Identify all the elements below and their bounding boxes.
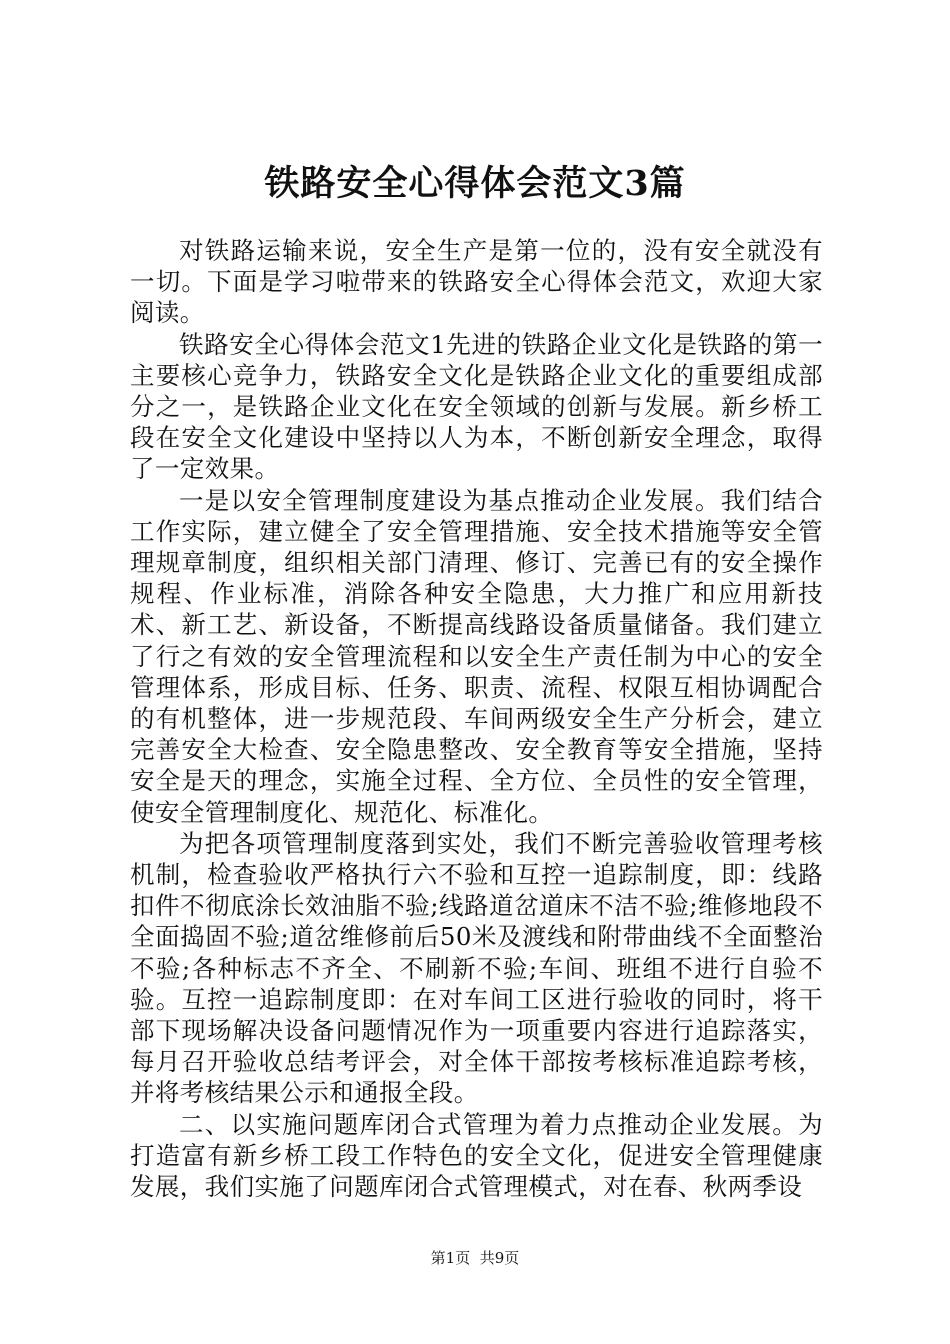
paragraph-problem-library: 二、以实施问题库闭合式管理为着力点推动企业发展。为打造富有新乡桥工段工作特色的安全文化，促进安全管理健康发展，我们实施了问题库闭合式管理模式，对在春、秋两季设 [130, 1109, 823, 1202]
document-body [130, 235, 823, 1202]
page-number: 第1页 [430, 1249, 471, 1267]
paragraph-acceptance-mechanism: 为把各项管理制度落到实处，我们不断完善验收管理考核机制，检查验收严格执行六不验和互控一追踪制度，即：线路扣件不彻底涂长效油脂不验;线路道岔道床不洁不验;维修地段不全面捣固不验;道岔维修前后50米及渡线和附带曲线不全面整治不验;各种标志不齐全、不刷新不验;车间、班组不进行自验不验。互控一追踪制度即：在对车间工区进行验收的同时，将干部下现场解决设备问题情况作为一项重要内容进行追踪落实，每月召开验收总结考评会，对全体干部按考核标准追踪考核，并将考核结果公示和通报全段。 [130, 828, 823, 1108]
document-title: 铁路安全心得体会范文3篇 [264, 163, 686, 204]
page-footer [0, 1248, 950, 1268]
paragraph-management-system: 一是以安全管理制度建设为基点推动企业发展。我们结合工作实际，建立健全了安全管理措施、安全技术措施等安全管理规章制度，组织相关部门清理、修订、完善已有的安全操作规程、作业标准，消除各种安全隐患，大力推广和应用新技术、新工艺、新设备，不断提高线路设备质量储备。我们建立了行之有效的安全管理流程和以安全生产责任制为中心的安全管理体系，形成目标、任务、职责、流程、权限互相协调配合的有机整体，进一步规范段、车间两级安全生产分析会，建立完善安全大检查、安全隐患整改、安全教育等安全措施，坚持安全是天的理念，实施全过程、全方位、全员性的安全管理，使安全管理制度化、规范化、标准化。 [130, 485, 823, 827]
paragraph-intro: 对铁路运输来说，安全生产是第一位的，没有安全就没有一切。下面是学习啦带来的铁路安全心得体会范文，欢迎大家阅读。 [130, 236, 823, 328]
total-pages: 共9页 [479, 1249, 520, 1267]
paragraph-essay-1-opening: 铁路安全心得体会范文1先进的铁路企业文化是铁路的第一主要核心竞争力，铁路安全文化是铁路企业文化的重要组成部分之一，是铁路企业文化在安全领域的创新与发展。新乡桥工段在安全文化建设中坚持以人为本，不断创新安全理念，取得了一定效果。 [130, 329, 823, 484]
